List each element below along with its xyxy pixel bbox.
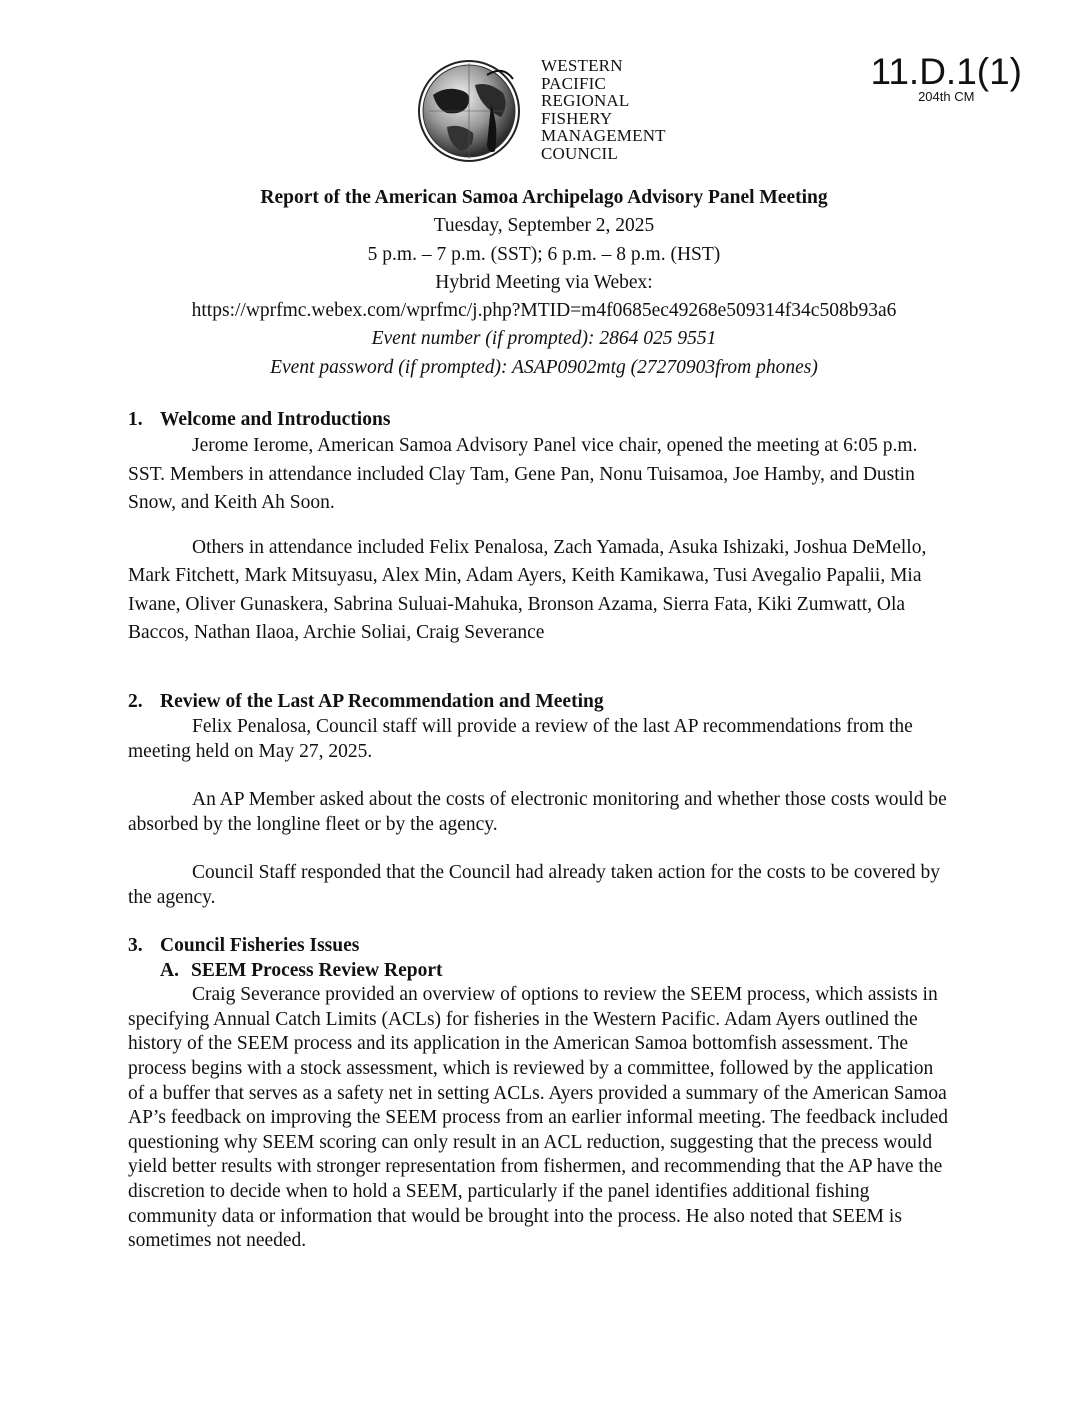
section-review-response	[128, 860, 948, 910]
section-title: Council Fisheries Issues	[160, 935, 360, 956]
section-review-question	[128, 787, 948, 837]
event-password: Event password (if prompted): ASAP0902mtg (27270903from phones)	[270, 356, 818, 378]
org-name-line: MANAGEMENT	[541, 126, 666, 145]
org-name	[541, 57, 666, 162]
org-name-line: COUNCIL	[541, 143, 618, 163]
doc-meeting-text: 204th CM	[918, 89, 975, 104]
meeting-url[interactable]: https://wprfmc.webex.com/wprfmc/j.php?MTID=m4f0685ec49268e509314f34c508b93a6	[191, 300, 897, 322]
paragraph: Craig Severance provided an overview of options to review the SEEM process, which assists in specifying Annual Catch Limits (ACLs) for fisheries in the Western Pacific. Adam Ayers outlined the history of the SEEM process and its application in the American Samoa bottomfish assessment. The process begins with a stock assessment, which is reviewed by a committee, followed by the application of a buffer that serves as a safety net in setting ACLs. Ayers provided a summary of the American Samoa AP’s feedback on improving the SEEM process from an earlier informal meeting. The feedback included questioning why SEEM scoring can only result in an ACL reduction, suggesting that the precess would yield better results with stronger representation from fishermen, and recommending that the AP have the discretion to decide when to hold a SEEM, particularly if the panel identifies additional fishing community data or information that would be brought into the process. He also noted that SEEM is sometimes not needed.	[128, 984, 949, 1252]
section-review	[128, 689, 948, 764]
section-number: 3.	[128, 935, 143, 956]
org-name-line: REGIONAL	[541, 91, 630, 110]
paragraph: Others in attendance included Felix Penalosa, Zach Yamada, Asuka Ishizaki, Joshua DeMello, Mark Fitchett, Mark Mitsuyasu, Alex Min, Adam Ayers, Keith Kamikawa, Tusi Avegalio Papalii, Mia Iwane, Oliver Gunaskera, Sabrina Suluai-Mahuka, Bronson Azama, Sierra Fata, Kiki Zumwatt, Ola Baccos, Nathan Ilaoa, Archie Soliai, Craig Severance	[128, 537, 927, 643]
section-council-issues	[128, 934, 948, 1254]
title-block	[0, 184, 1088, 382]
section-welcome-attendees	[128, 534, 948, 647]
org-name-line: WESTERN	[541, 56, 623, 75]
paragraph: Council Staff responded that the Council had already taken action for the costs to be covered by the agency.	[128, 862, 940, 908]
section-heading	[128, 934, 948, 959]
paragraph: Jerome Ierome, American Samoa Advisory Panel vice chair, opened the meeting at 6:05 p.m. SST. Members in attendance included Clay Tam, Gene Pan, Nonu Tuisamoa, Joe Hamby, and Dustin Snow, and Keith Ah Soon.	[128, 435, 918, 513]
event-number: Event number (if prompted): 2864 025 9551	[371, 328, 717, 350]
meeting-time: 5 p.m. – 7 p.m. (SST); 6 p.m. – 8 p.m. (HST)	[367, 243, 721, 265]
meeting-venue: Hybrid Meeting via Webex:	[435, 271, 653, 293]
section-heading	[128, 407, 948, 432]
section-title: Review of the Last AP Recommendation and Meeting	[160, 691, 604, 712]
section-number: 1.	[128, 409, 143, 430]
paragraph: An AP Member asked about the costs of electronic monitoring and whether those costs would be absorbed by the longline fleet or by the agency.	[128, 789, 947, 835]
section-title: Welcome and Introductions	[160, 409, 391, 430]
subsection-heading	[128, 959, 948, 984]
org-name-line: PACIFIC	[541, 73, 607, 93]
doc-number-text: 11.D.1(1)	[870, 51, 1022, 92]
meeting-date: Tuesday, September 2, 2025	[433, 215, 655, 237]
section-number: 2.	[128, 691, 143, 712]
report-title: Report of the American Samoa Archipelago Advisory Panel Meeting	[260, 187, 828, 208]
paragraph: Felix Penalosa, Council staff will provide a review of the last AP recommendations from the meeting held on May 27, 2025.	[128, 716, 913, 762]
section-welcome	[128, 407, 948, 518]
org-name-line: FISHERY	[541, 108, 613, 128]
section-heading	[128, 689, 948, 714]
subsection-title: SEEM Process Review Report	[191, 959, 443, 981]
subsection-letter: A.	[160, 959, 179, 981]
council-logo	[417, 55, 522, 171]
document-number	[871, 52, 1023, 103]
